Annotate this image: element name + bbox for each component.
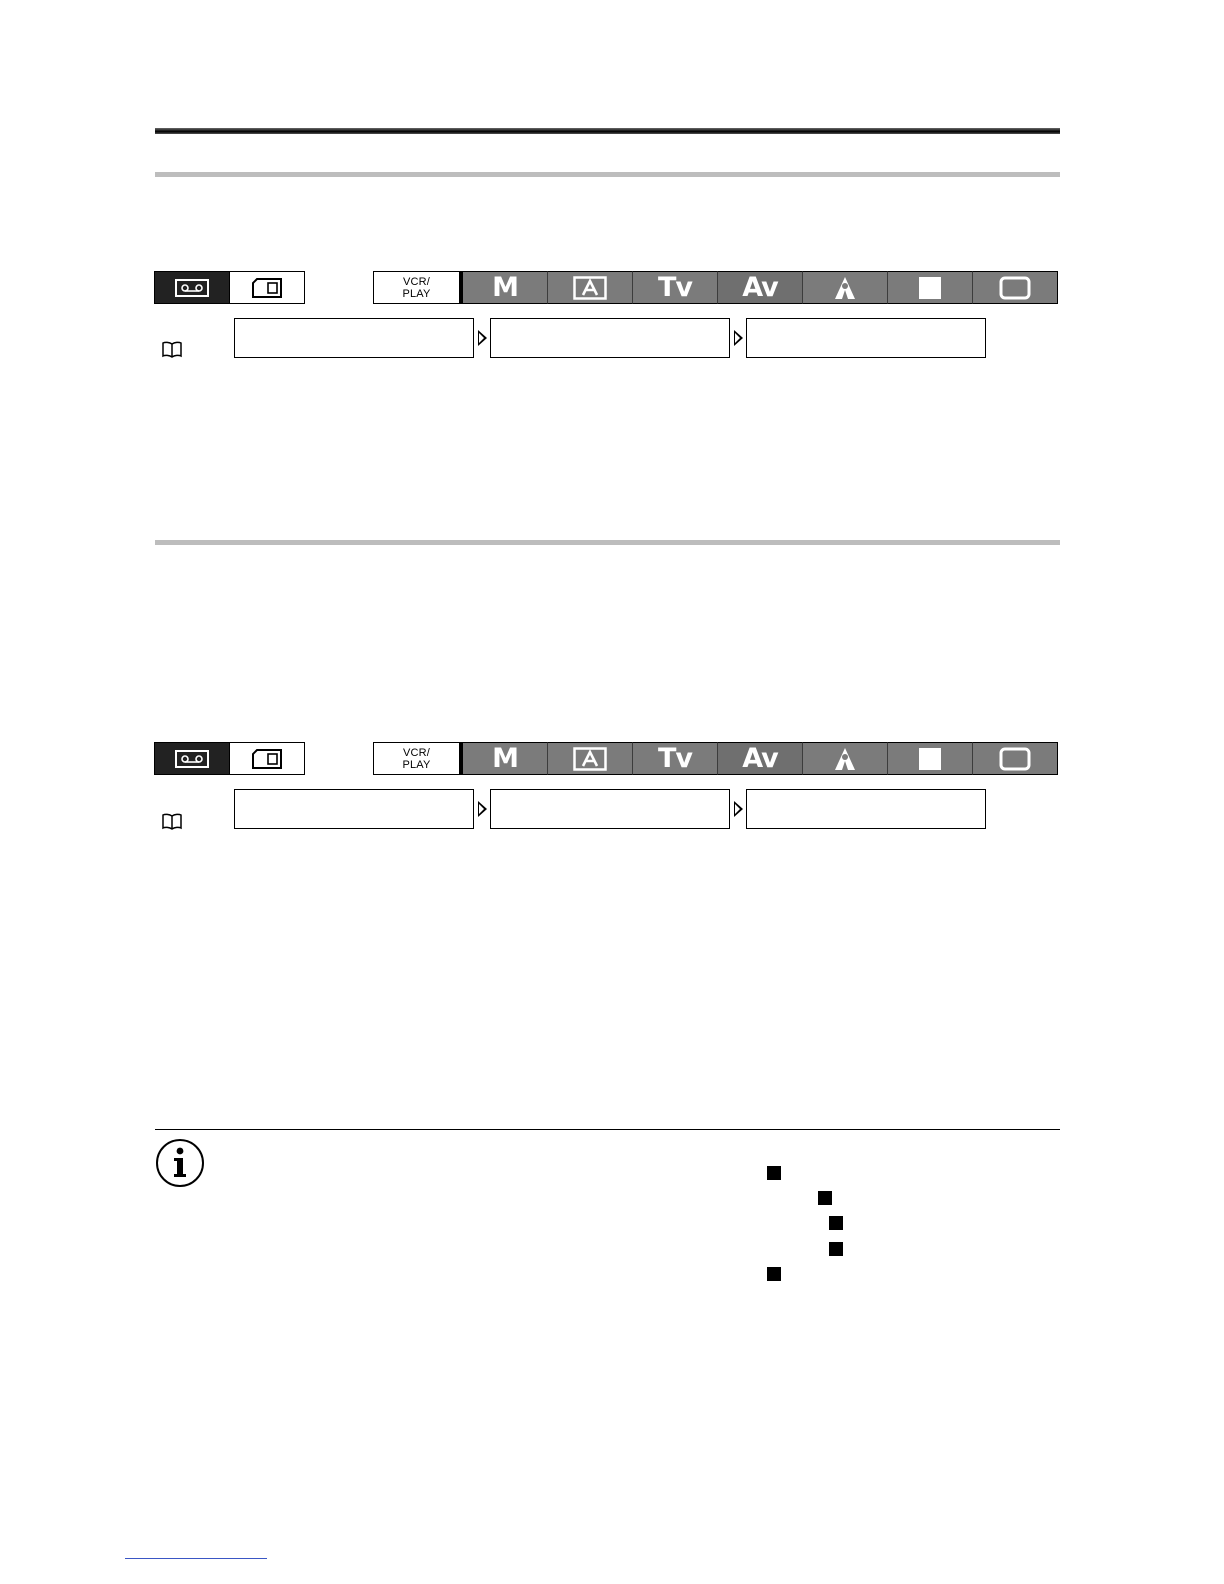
mode-av bbox=[718, 742, 803, 775]
arrow-icon bbox=[730, 790, 746, 828]
mode-bar bbox=[373, 742, 1058, 775]
mode-m bbox=[460, 742, 548, 775]
night-moon-icon bbox=[918, 276, 942, 300]
book-icon bbox=[161, 340, 183, 358]
menu-step-box bbox=[234, 789, 474, 829]
night-moon-icon bbox=[918, 747, 942, 771]
vcr-play-cell bbox=[373, 271, 460, 304]
book-icon bbox=[161, 812, 183, 830]
card-mode-cell bbox=[230, 271, 305, 304]
mode-av-label: Av bbox=[742, 272, 778, 303]
vcr-play-cell bbox=[373, 742, 460, 775]
spotlight-icon bbox=[833, 275, 857, 301]
bottom-link-underline[interactable] bbox=[125, 1558, 267, 1559]
bullet-square bbox=[767, 1267, 781, 1281]
vcr-label: VCR/ bbox=[402, 275, 431, 288]
menu-step-box bbox=[746, 318, 986, 358]
menu-step-box bbox=[490, 789, 730, 829]
memory-card-icon bbox=[252, 749, 282, 769]
play-label: PLAY bbox=[402, 758, 431, 771]
info-icon bbox=[155, 1138, 205, 1188]
memory-card-icon bbox=[252, 278, 282, 298]
media-selector bbox=[154, 742, 305, 775]
mode-m-label: M bbox=[492, 743, 518, 774]
tape-mode-cell bbox=[154, 271, 230, 304]
menu-path bbox=[234, 789, 986, 829]
auto-a-icon bbox=[573, 747, 607, 771]
mode-av-label: Av bbox=[742, 743, 778, 774]
arrow-icon bbox=[730, 319, 746, 357]
header-rule bbox=[155, 128, 1060, 134]
mode-night bbox=[888, 742, 973, 775]
menu-step-box bbox=[234, 318, 474, 358]
arrow-icon bbox=[474, 790, 490, 828]
section-rule-1 bbox=[155, 172, 1060, 177]
bullet-square bbox=[829, 1242, 843, 1256]
bullet-square bbox=[829, 1216, 843, 1230]
mode-m bbox=[460, 271, 548, 304]
bullet-square bbox=[767, 1166, 781, 1180]
tape-mode-cell bbox=[154, 742, 230, 775]
section-rule-2 bbox=[155, 540, 1060, 545]
bullet-square bbox=[818, 1191, 832, 1205]
cassette-icon bbox=[175, 750, 209, 768]
blank-mode-icon bbox=[999, 747, 1031, 771]
menu-path bbox=[234, 318, 986, 358]
mode-auto bbox=[548, 742, 633, 775]
cassette-icon bbox=[175, 279, 209, 297]
mode-auto bbox=[548, 271, 633, 304]
mode-blank bbox=[973, 742, 1058, 775]
mode-tv bbox=[633, 742, 718, 775]
blank-mode-icon bbox=[999, 276, 1031, 300]
mode-spotlight bbox=[803, 742, 888, 775]
card-mode-cell bbox=[230, 742, 305, 775]
arrow-icon bbox=[474, 319, 490, 357]
notes-rule bbox=[155, 1129, 1060, 1130]
mode-tv-label: Tv bbox=[657, 743, 693, 774]
menu-step-box bbox=[490, 318, 730, 358]
auto-a-icon bbox=[573, 276, 607, 300]
mode-tv bbox=[633, 271, 718, 304]
vcr-label: VCR/ bbox=[402, 746, 431, 759]
mode-av bbox=[718, 271, 803, 304]
spotlight-icon bbox=[833, 746, 857, 772]
mode-spotlight bbox=[803, 271, 888, 304]
mode-blank bbox=[973, 271, 1058, 304]
menu-step-box bbox=[746, 789, 986, 829]
mode-m-label: M bbox=[492, 272, 518, 303]
mode-bar bbox=[373, 271, 1058, 304]
mode-night bbox=[888, 271, 973, 304]
play-label: PLAY bbox=[402, 287, 431, 300]
mode-tv-label: Tv bbox=[657, 272, 693, 303]
media-selector bbox=[154, 271, 305, 304]
